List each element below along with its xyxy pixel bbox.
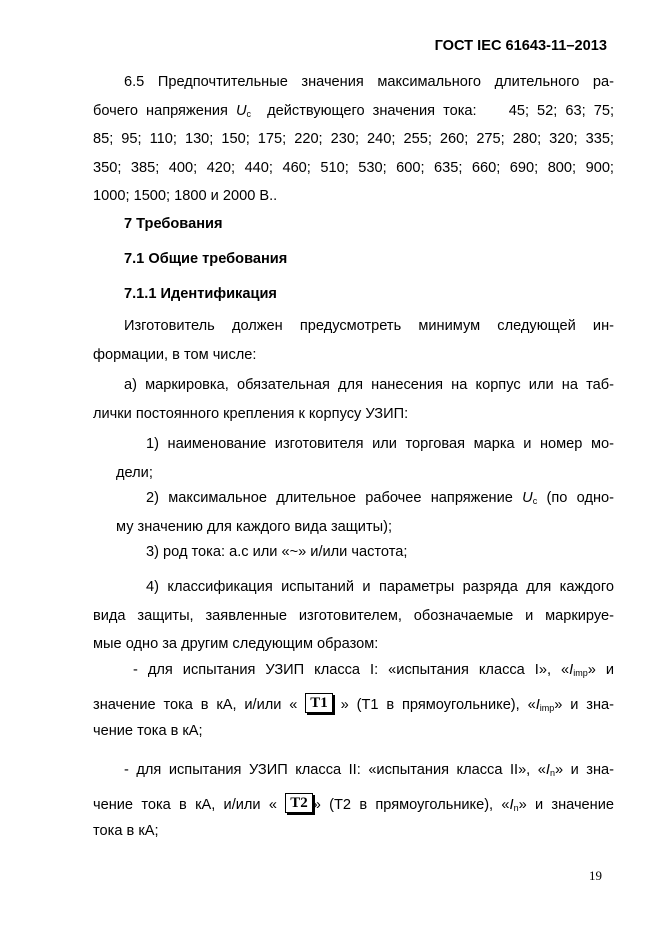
- text: 2) максимальное длительное рабочее напряжение: [146, 490, 523, 506]
- paragraph-6-5: [93, 68, 614, 211]
- text: бочего напряжения: [93, 102, 236, 119]
- text-line: 1) наименование изготовителя или торговая марка и номер мо-: [146, 436, 614, 452]
- text-line: [93, 182, 614, 211]
- text-line: [93, 97, 614, 126]
- text-line: а) маркировка, обязательная для нанесения на корпус или на таб-: [124, 377, 614, 393]
- intro-paragraph: [93, 312, 614, 369]
- text-line: 3) род тока: а.с или «~» и/или частота;: [146, 544, 408, 560]
- symbol-u: U: [522, 490, 533, 506]
- text: - для испытания УЗИП класса I: «испытания класса I», «: [133, 662, 570, 678]
- text: » и: [587, 662, 614, 678]
- text-line: му значению для каждого вида защиты);: [116, 518, 393, 535]
- page-number: 19: [589, 868, 602, 883]
- text-line: чение тока в кА;: [93, 722, 203, 739]
- symbol-u: U: [236, 102, 247, 119]
- text: - для испытания УЗИП класса II: «испытания класса II», «: [124, 762, 546, 778]
- text: значение тока в кА, и/или «: [93, 696, 306, 713]
- subitem-4: [93, 573, 614, 659]
- t2-box-symbol: T2: [285, 793, 313, 813]
- text-line: [93, 756, 614, 785]
- text: 350; 385; 400; 420; 440; 460; 510; 530; 600; 635; 660; 690; 800; 900;: [93, 159, 614, 176]
- text: (по одно-: [537, 490, 614, 506]
- text: » и зна-: [554, 762, 614, 778]
- text: » (Т1 в прямоугольнике), «: [332, 696, 536, 713]
- text: 85; 95; 110; 130; 150; 175; 220; 230; 240; 255; 260; 275; 280; 320; 335;: [93, 131, 614, 147]
- heading-7-1-1: 7.1.1 Идентификация: [124, 286, 277, 302]
- text-line: вида защиты, заявленные изготовителем, обозначаемые и маркируе-: [93, 607, 614, 624]
- text-line: лички постоянного крепления к корпусу УЗИП:: [93, 405, 409, 422]
- symbol-i: I: [569, 662, 574, 678]
- document-header: ГОСТ IEC 61643-11–2013: [434, 38, 607, 54]
- text-line: [93, 125, 614, 154]
- symbol-i: I: [535, 696, 540, 713]
- item-a: [93, 371, 614, 428]
- text-line: [93, 785, 614, 825]
- text-line: [116, 484, 614, 513]
- text: чение тока в кА, и/или «: [93, 796, 286, 813]
- subitem-2: [116, 484, 614, 541]
- symbol-i: I: [509, 796, 514, 813]
- text-line: [93, 656, 614, 685]
- text-line: тока в кА;: [93, 822, 159, 839]
- symbol-i: I: [545, 762, 550, 778]
- text: » и значение: [518, 796, 614, 813]
- text: » и зна-: [554, 696, 614, 713]
- subitem-1: [116, 430, 614, 487]
- subitem-3: [146, 538, 614, 567]
- subscript: imp: [539, 702, 555, 713]
- text-line: 4) классификация испытаний и параметры разряда для каждого: [146, 579, 614, 595]
- subscript: n: [513, 802, 519, 813]
- subscript: n: [549, 768, 555, 778]
- text: действующего значения тока: 45; 52; 63; 75;: [251, 102, 614, 119]
- subscript: c: [532, 496, 538, 506]
- text-line: [93, 154, 614, 183]
- text-line: [93, 68, 614, 97]
- heading-7: 7 Требования: [124, 216, 223, 232]
- subscript: imp: [573, 668, 588, 678]
- subscript: c: [246, 108, 252, 119]
- t1-box-symbol: T1: [305, 693, 333, 713]
- class-2-marking: [93, 756, 614, 845]
- text-line: Изготовитель должен предусмотреть минимум следующей ин-: [124, 318, 614, 334]
- text-line: мые одно за другим следующим образом:: [93, 636, 379, 652]
- class-1-marking: [93, 656, 614, 745]
- text-line: формации, в том числе:: [93, 346, 257, 363]
- text: 6.5 Предпочтительные значения максимального длительного ра-: [124, 74, 614, 90]
- text-line: дели;: [116, 464, 153, 481]
- text: 1000; 1500; 1800 и 2000 В..: [93, 188, 278, 204]
- heading-7-1: 7.1 Общие требования: [124, 251, 288, 267]
- text: » (Т2 в прямоугольнике), «: [312, 796, 510, 813]
